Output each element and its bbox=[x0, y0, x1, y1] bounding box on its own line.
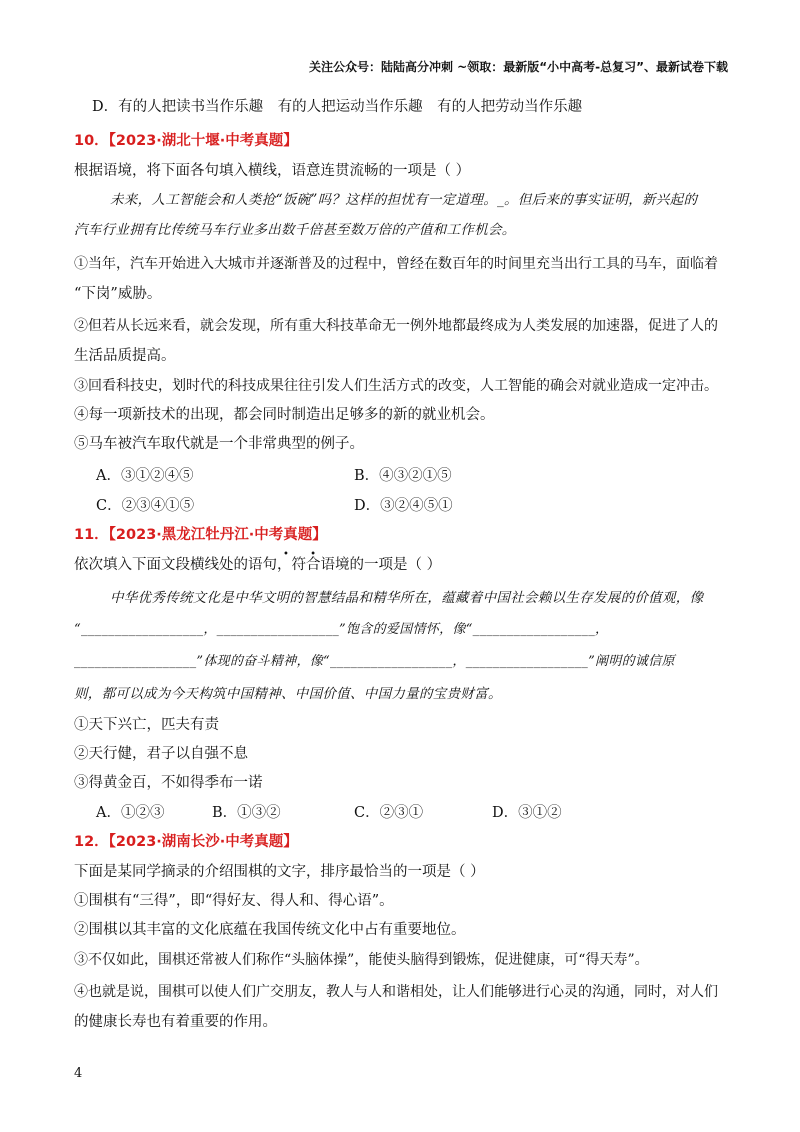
q11-prompt: 依次填入下面文段横线处的语句，符合语境的一项是（ ） bbox=[74, 557, 442, 573]
page-number: 4 bbox=[74, 1066, 83, 1081]
q10-option-a: A．③①②④⑤ bbox=[96, 468, 194, 484]
q12-sentence-1: ①围棋有“三得”，即“得好友、得人和、得心语”。 bbox=[74, 893, 394, 909]
q10-prompt: 根据语境，将下面各句填入横线，语意连贯流畅的一项是（ ） bbox=[74, 163, 471, 179]
emphasis-dots: • • bbox=[283, 549, 325, 560]
q12-heading: 12．【2023·湖南长沙·中考真题】 bbox=[74, 834, 298, 850]
q10-sentence-1a: ①当年，汽车开始进入大城市并逐渐普及的过程中，曾经在数百年的时间里充当出行工具的马车，面临着 bbox=[74, 256, 718, 272]
q10-option-b: B．④③②①⑤ bbox=[354, 468, 452, 484]
q10-passage-line-2: 汽车行业拥有比传统马车行业多出数千倍甚至数万倍的产值和工作机会。 bbox=[74, 222, 516, 238]
q10-heading: 10．【2023·湖北十堰·中考真题】 bbox=[74, 133, 298, 149]
q12-prompt: 下面是某同学摘录的介绍围棋的文字，排序最恰当的一项是（ ） bbox=[74, 864, 485, 880]
q10-sentence-1b: “下岗”威胁。 bbox=[74, 286, 162, 302]
q10-option-c: C．②③④①⑤ bbox=[96, 498, 195, 514]
q10-sentence-3: ③回看科技史，划时代的科技成果往往引发人们生活方式的改变，人工智能的确会对就业造成一定冲击。 bbox=[74, 378, 718, 394]
q10-sentence-4: ④每一项新技术的出现，都会同时制造出足够多的新的就业机会。 bbox=[74, 407, 495, 423]
q10-sentence-2a: ②但若从长远来看，就会发现，所有重大科技革命无一例外地都最终成为人类发展的加速器，促进了人的 bbox=[74, 318, 718, 334]
q11-option-d: D．③①② bbox=[492, 805, 562, 821]
q11-option-c: C．②③① bbox=[354, 805, 424, 821]
q10-option-d: D．③②④⑤① bbox=[354, 498, 453, 514]
q11-passage-line-3: __________________”体现的奋斗精神，像“__________________，__________________”阐明的诚信原 bbox=[74, 654, 675, 669]
q11-sentence-1: ①天下兴亡，匹夫有责 bbox=[74, 717, 219, 733]
q10-sentence-5: ⑤马车被汽车取代就是一个非常典型的例子。 bbox=[74, 436, 364, 452]
q11-sentence-3: ③得黄金百，不如得季布一诺 bbox=[74, 775, 263, 791]
q10-passage-line-1: 未来，人工智能会和人类抢“饭碗”吗？这样的担忧有一定道理。_。但后来的事实证明，新兴起的 bbox=[110, 192, 698, 208]
q12-sentence-2: ②围棋以其丰富的文化底蕴在我国传统文化中占有重要地位。 bbox=[74, 922, 466, 938]
page-header: 关注公众号：陆陆高分冲刺 ~领取：最新版“小中高考-总复习”、最新试卷下载 bbox=[309, 60, 728, 74]
q12-sentence-4b: 的健康长寿也有着重要的作用。 bbox=[74, 1014, 277, 1030]
q12-sentence-4a: ④也就是说，围棋可以使人们广交朋友，教人与人和谐相处，让人们能够进行心灵的沟通，同时，对人们 bbox=[74, 984, 718, 1000]
q9-option-d: D．有的人把读书当作乐趣 有的人把运动当作乐趣 有的人把劳动当作乐趣 bbox=[92, 99, 583, 115]
q11-passage-line-2: “__________________，__________________”饱含的爱国情怀，像“__________________， bbox=[74, 622, 609, 637]
q11-option-a: A．①②③ bbox=[96, 805, 165, 821]
q11-sentence-2: ②天行健，君子以自强不息 bbox=[74, 746, 248, 762]
q10-sentence-2b: 生活品质提高。 bbox=[74, 348, 176, 364]
q11-passage-line-4: 则，都可以成为今天构筑中国精神、中国价值、中国力量的宝贵财富。 bbox=[74, 686, 502, 702]
q11-passage-line-1: 中华优秀传统文化是中华文明的智慧结晶和精华所在，蕴藏着中国社会赖以生存发展的价值观，像 bbox=[110, 590, 704, 606]
q11-heading: 11．【2023·黑龙江牡丹江·中考真题】 bbox=[74, 527, 327, 543]
q12-sentence-3: ③不仅如此，围棋还常被人们称作“头脑体操”，能使头脑得到锻炼，促进健康，可“得天寿”。 bbox=[74, 952, 649, 968]
q11-option-b: B．①③② bbox=[212, 805, 281, 821]
